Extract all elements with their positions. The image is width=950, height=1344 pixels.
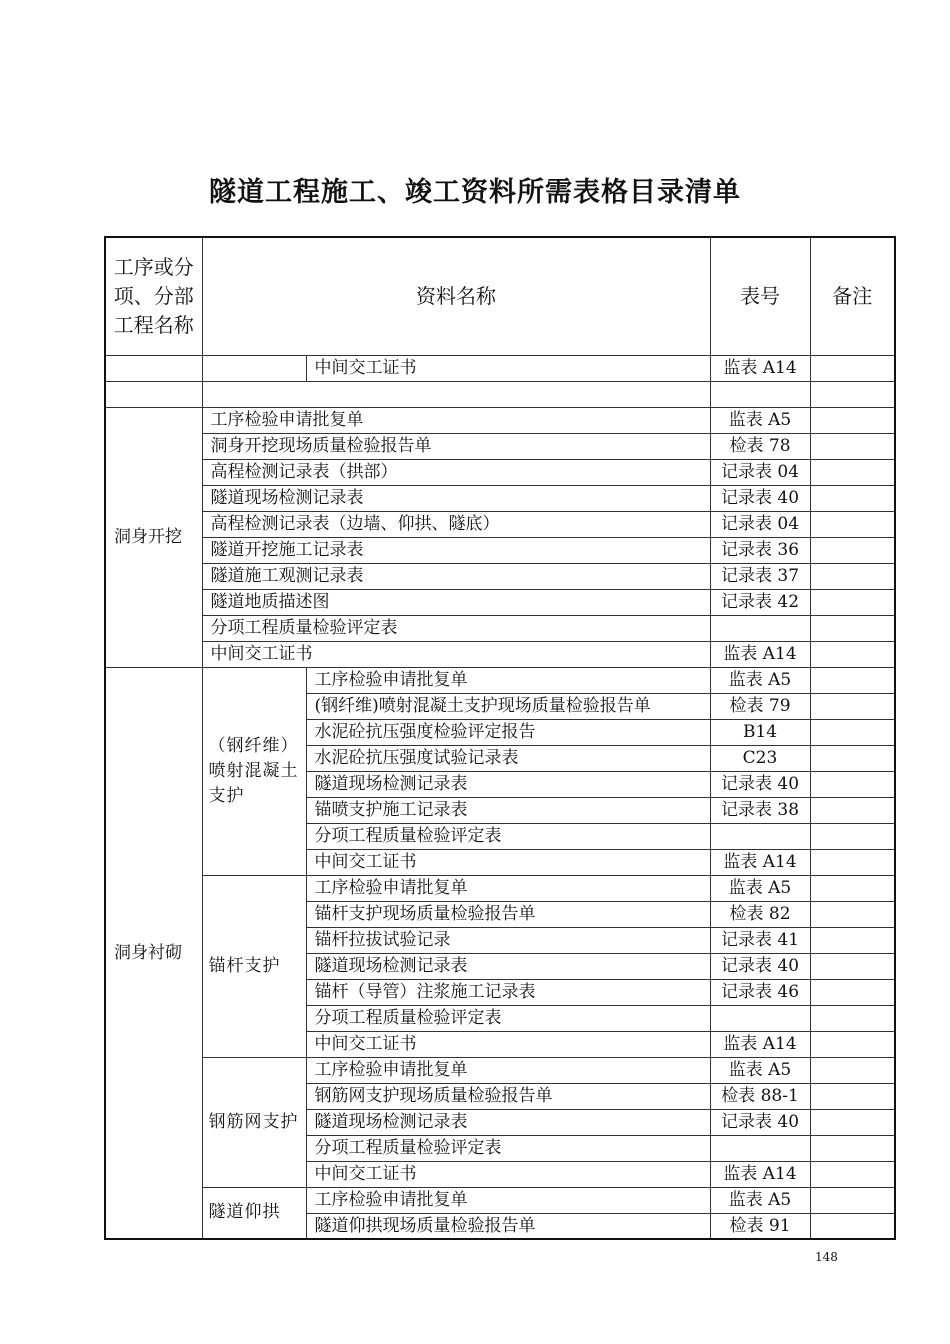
doc-name: 中间交工证书 bbox=[306, 849, 710, 875]
doc-code: 记录表 41 bbox=[710, 927, 810, 953]
doc-name: 中间交工证书 bbox=[306, 1161, 710, 1187]
doc-code: 记录表 37 bbox=[710, 563, 810, 589]
note-cell bbox=[810, 433, 895, 459]
doc-name: 洞身开挖现场质量检验报告单 bbox=[202, 433, 710, 459]
sub-item-label: 锚杆支护 bbox=[202, 875, 306, 1057]
doc-name: 工序检验申请批复单 bbox=[306, 1057, 710, 1083]
doc-name: 隧道现场检测记录表 bbox=[306, 1109, 710, 1135]
note-cell bbox=[810, 615, 895, 641]
note-cell bbox=[810, 511, 895, 537]
doc-name: 隧道现场检测记录表 bbox=[306, 771, 710, 797]
doc-name: 中间交工证书 bbox=[202, 641, 710, 667]
note-cell bbox=[810, 641, 895, 667]
sub-item-label: （钢纤维）喷射混凝土支护 bbox=[202, 667, 306, 875]
doc-code: C23 bbox=[710, 745, 810, 771]
note-cell bbox=[810, 459, 895, 485]
doc-name: 高程检测记录表（边墙、仰拱、隧底） bbox=[202, 511, 710, 537]
doc-code bbox=[710, 1135, 810, 1161]
note-cell bbox=[810, 823, 895, 849]
doc-name: 工序检验申请批复单 bbox=[306, 875, 710, 901]
note-cell bbox=[810, 901, 895, 927]
doc-code: 监表 A14 bbox=[710, 849, 810, 875]
doc-code: 记录表 40 bbox=[710, 953, 810, 979]
doc-name: 锚杆支护现场质量检验报告单 bbox=[306, 901, 710, 927]
note-cell bbox=[810, 537, 895, 563]
doc-code: 检表 91 bbox=[710, 1213, 810, 1239]
doc-code: 监表 A14 bbox=[710, 1031, 810, 1057]
note-cell bbox=[810, 1057, 895, 1083]
doc-code: 记录表 40 bbox=[710, 485, 810, 511]
header-row bbox=[105, 237, 895, 355]
doc-code: 监表 A5 bbox=[710, 1187, 810, 1213]
page-title: 隧道工程施工、竣工资料所需表格目录清单 bbox=[209, 177, 741, 208]
doc-name: 水泥砼抗压强度检验评定报告 bbox=[306, 719, 710, 745]
catalog-table bbox=[104, 236, 896, 1240]
doc-code: B14 bbox=[710, 719, 810, 745]
note-cell bbox=[810, 563, 895, 589]
doc-code: 监表 A14 bbox=[710, 1161, 810, 1187]
doc-code: 监表 A14 bbox=[710, 355, 810, 381]
doc-name: 隧道地质描述图 bbox=[202, 589, 710, 615]
table-row bbox=[105, 485, 895, 511]
note-cell bbox=[810, 719, 895, 745]
table-row bbox=[105, 511, 895, 537]
table-row bbox=[105, 459, 895, 485]
doc-name: 隧道现场检测记录表 bbox=[202, 485, 710, 511]
empty-cell bbox=[202, 355, 306, 381]
table-row bbox=[105, 589, 895, 615]
sub-item-label: 钢筋网支护 bbox=[202, 1057, 306, 1187]
note-cell bbox=[810, 979, 895, 1005]
doc-code: 检表 79 bbox=[710, 693, 810, 719]
note-cell bbox=[810, 355, 895, 381]
note-cell bbox=[810, 927, 895, 953]
note-cell bbox=[810, 875, 895, 901]
doc-name: 锚杆（导管）注浆施工记录表 bbox=[306, 979, 710, 1005]
doc-name: 中间交工证书 bbox=[306, 355, 710, 381]
doc-name: (钢纤维)喷射混凝土支护现场质量检验报告单 bbox=[306, 693, 710, 719]
doc-code: 监表 A14 bbox=[710, 641, 810, 667]
doc-name: 工序检验申请批复单 bbox=[202, 407, 710, 433]
table-row bbox=[105, 407, 895, 433]
doc-code: 监表 A5 bbox=[710, 667, 810, 693]
note-cell bbox=[810, 1005, 895, 1031]
note-cell bbox=[810, 1161, 895, 1187]
doc-code: 检表 88-1 bbox=[710, 1083, 810, 1109]
table-row bbox=[105, 1057, 895, 1083]
doc-name: 隧道开挖施工记录表 bbox=[202, 537, 710, 563]
note-cell bbox=[810, 953, 895, 979]
doc-name: 中间交工证书 bbox=[306, 1031, 710, 1057]
note-cell bbox=[810, 1135, 895, 1161]
doc-code bbox=[710, 615, 810, 641]
empty-cell bbox=[105, 355, 202, 381]
doc-name: 锚喷支护施工记录表 bbox=[306, 797, 710, 823]
doc-code: 记录表 40 bbox=[710, 1109, 810, 1135]
note-cell bbox=[810, 1109, 895, 1135]
doc-name: 锚杆拉拔试验记录 bbox=[306, 927, 710, 953]
note-cell bbox=[810, 667, 895, 693]
doc-code: 记录表 38 bbox=[710, 797, 810, 823]
table-row bbox=[105, 641, 895, 667]
doc-name: 分项工程质量检验评定表 bbox=[306, 1135, 710, 1161]
note-cell bbox=[810, 407, 895, 433]
page-number: 148 bbox=[815, 1250, 838, 1264]
table-row bbox=[105, 615, 895, 641]
doc-code: 检表 78 bbox=[710, 433, 810, 459]
table-row bbox=[105, 1187, 895, 1213]
doc-name: 水泥砼抗压强度试验记录表 bbox=[306, 745, 710, 771]
note-cell bbox=[810, 771, 895, 797]
note-cell bbox=[810, 1187, 895, 1213]
doc-code: 记录表 46 bbox=[710, 979, 810, 1005]
table-row bbox=[105, 667, 895, 693]
empty-cell bbox=[202, 381, 710, 407]
note-cell bbox=[810, 693, 895, 719]
doc-name: 隧道施工观测记录表 bbox=[202, 563, 710, 589]
doc-code: 记录表 04 bbox=[710, 459, 810, 485]
table-row bbox=[105, 563, 895, 589]
doc-name: 钢筋网支护现场质量检验报告单 bbox=[306, 1083, 710, 1109]
doc-name: 隧道仰拱现场质量检验报告单 bbox=[306, 1213, 710, 1239]
note-cell bbox=[810, 1213, 895, 1239]
note-cell bbox=[810, 1031, 895, 1057]
table-row bbox=[105, 381, 895, 407]
doc-code: 监表 A5 bbox=[710, 875, 810, 901]
sub-item-label: 隧道仰拱 bbox=[202, 1187, 306, 1239]
empty-cell bbox=[105, 381, 202, 407]
doc-code: 记录表 36 bbox=[710, 537, 810, 563]
doc-code: 监表 A5 bbox=[710, 1057, 810, 1083]
doc-code: 检表 82 bbox=[710, 901, 810, 927]
table-row bbox=[105, 355, 895, 381]
doc-code: 记录表 40 bbox=[710, 771, 810, 797]
header-code: 表号 bbox=[710, 237, 810, 355]
header-name: 资料名称 bbox=[202, 237, 710, 355]
doc-code bbox=[710, 1005, 810, 1031]
doc-name: 分项工程质量检验评定表 bbox=[306, 1005, 710, 1031]
doc-code: 记录表 42 bbox=[710, 589, 810, 615]
header-stage: 工序或分项、分部工程名称 bbox=[105, 237, 202, 355]
header-note: 备注 bbox=[810, 237, 895, 355]
note-cell bbox=[810, 1083, 895, 1109]
note-cell bbox=[810, 849, 895, 875]
table-row bbox=[105, 537, 895, 563]
doc-code: 监表 A5 bbox=[710, 407, 810, 433]
table-row bbox=[105, 433, 895, 459]
empty-cell bbox=[810, 381, 895, 407]
note-cell bbox=[810, 797, 895, 823]
doc-name: 高程检测记录表（拱部） bbox=[202, 459, 710, 485]
doc-code bbox=[710, 823, 810, 849]
doc-name: 分项工程质量检验评定表 bbox=[306, 823, 710, 849]
table-row bbox=[105, 875, 895, 901]
doc-code: 记录表 04 bbox=[710, 511, 810, 537]
doc-name: 工序检验申请批复单 bbox=[306, 1187, 710, 1213]
doc-name: 隧道现场检测记录表 bbox=[306, 953, 710, 979]
note-cell bbox=[810, 745, 895, 771]
note-cell bbox=[810, 589, 895, 615]
stage-label: 洞身衬砌 bbox=[105, 667, 202, 1239]
doc-name: 分项工程质量检验评定表 bbox=[202, 615, 710, 641]
empty-cell bbox=[710, 381, 810, 407]
doc-name: 工序检验申请批复单 bbox=[306, 667, 710, 693]
note-cell bbox=[810, 485, 895, 511]
stage-label: 洞身开挖 bbox=[105, 407, 202, 667]
